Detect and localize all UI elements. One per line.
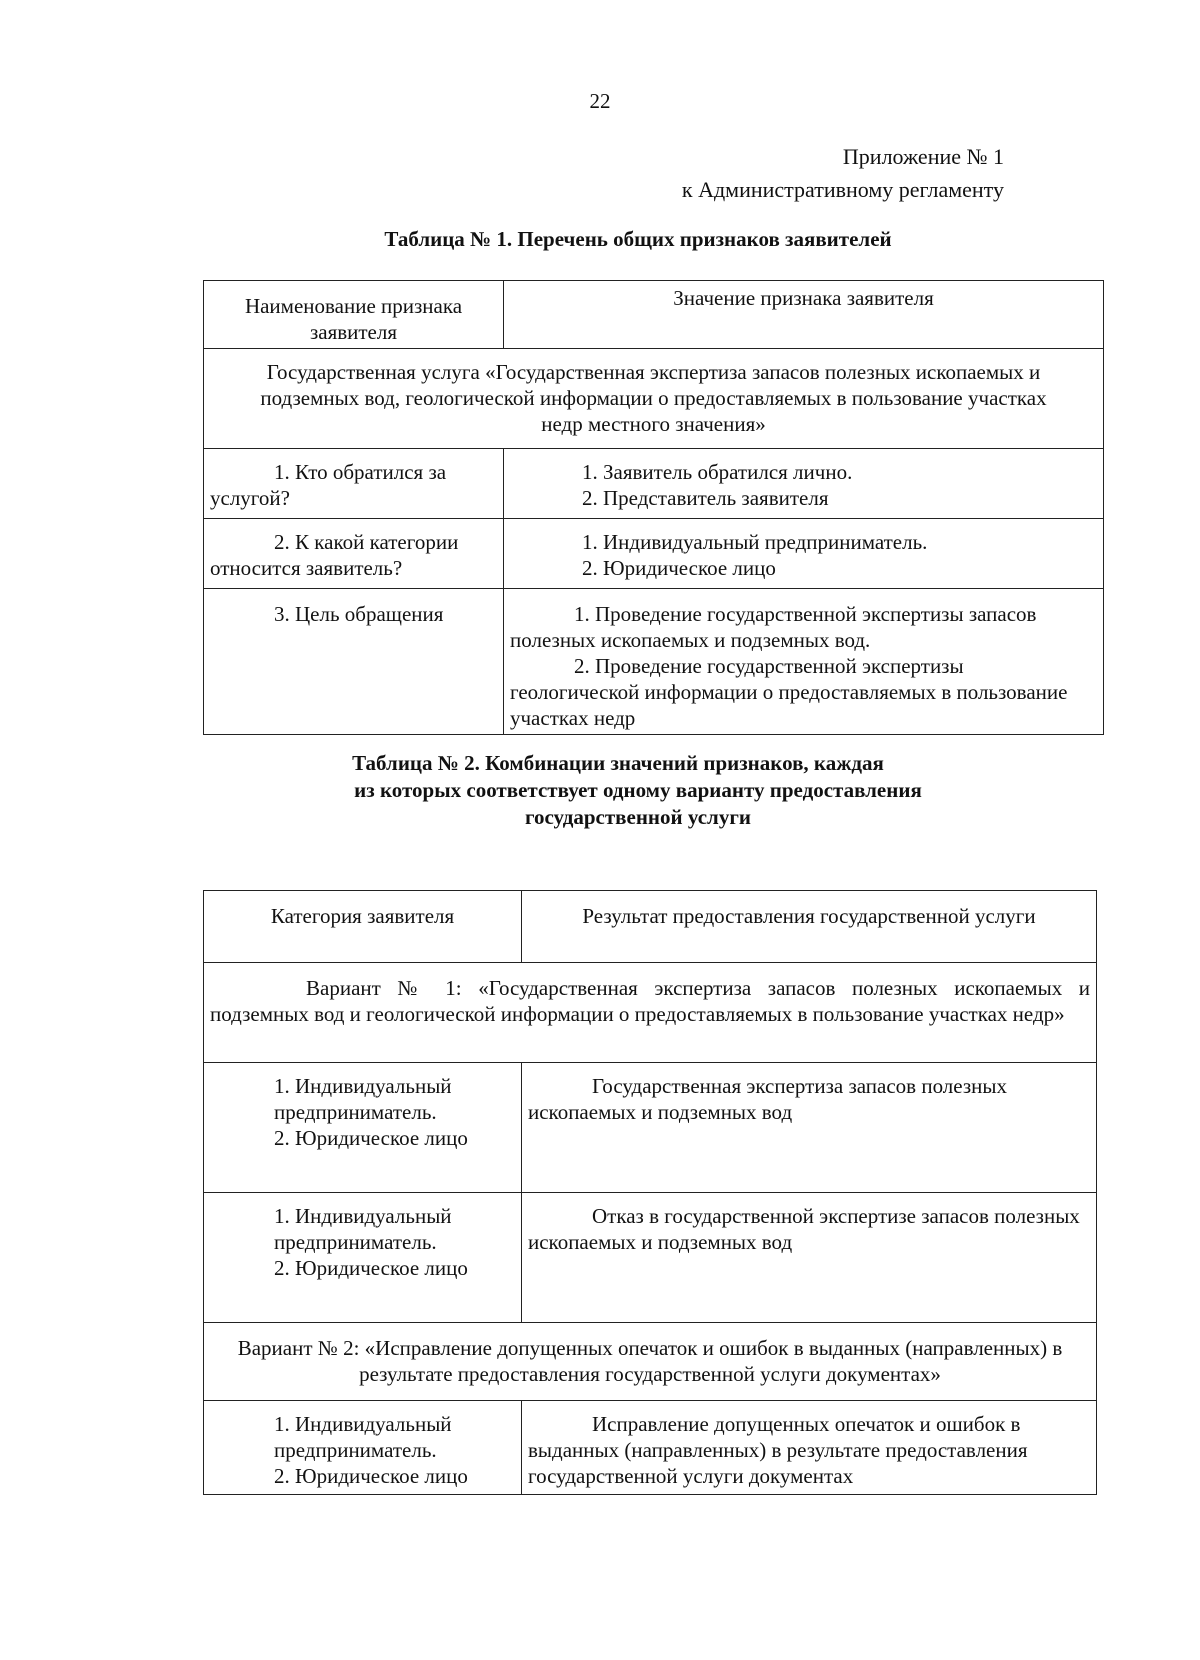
- table1-title: Таблица № 1. Перечень общих признаков заявителей: [384, 227, 892, 251]
- table-row: [204, 449, 1104, 519]
- table2-header-result-text: Результат предоставления государственной услуги: [582, 904, 1036, 928]
- table2-title-line-2: из которых соответствует одному варианту предоставления: [354, 778, 922, 802]
- variant-cell: [204, 963, 1097, 1063]
- value-text: 2. Проведение государственной экспертизы геологической информации о предоставляемых в пользование участках недр: [510, 654, 1068, 730]
- table2-header-category-text: Категория заявителя: [270, 904, 455, 928]
- table1-header-value-text: Значение признака заявителя: [673, 286, 934, 310]
- result-text: Исправление допущенных опечаток и ошибок в выданных (направленных) в результате предоставления государственной услуги документах: [528, 1412, 1028, 1488]
- result-text: Отказ в государственной экспертизе запасов полезных ископаемых и подземных вод: [528, 1204, 1080, 1254]
- applicant-criteria-table: [203, 280, 1104, 735]
- criterion-cell: [204, 519, 504, 589]
- table1-header-criterion: [204, 281, 504, 349]
- table2-title-line-3: государственной услуги: [525, 805, 751, 829]
- category-text: 2. Юридическое лицо: [274, 1126, 468, 1150]
- table-row: [204, 519, 1104, 589]
- variant-combinations-table: [203, 890, 1097, 1495]
- value-text: 1. Проведение государственной экспертизы запасов полезных ископаемых и подземных вод.: [510, 602, 1037, 652]
- category-text: 1. Индивидуальный предприниматель.: [274, 1412, 452, 1462]
- result-text: Государственная экспертиза запасов полезных ископаемых и подземных вод: [528, 1074, 1007, 1124]
- category-text: 2. Юридическое лицо: [274, 1464, 468, 1488]
- table2-title: [38, 750, 1200, 831]
- table1-header-row: [204, 281, 1104, 349]
- table1-header-value: [504, 281, 1104, 349]
- category-cell: [204, 1193, 522, 1323]
- page-number: 22: [589, 89, 611, 113]
- value-text: 2. Юридическое лицо: [582, 556, 776, 580]
- value-text: 1. Заявитель обратился лично.: [582, 460, 853, 484]
- category-text: 2. Юридическое лицо: [274, 1256, 468, 1280]
- variant-text: Вариант № 1: «Государственная экспертиза запасов полезных ископаемых и подземных вод и геологической информации о предоставляемых в пользование участках недр»: [210, 976, 1090, 1026]
- table-row: [204, 589, 1104, 735]
- value-cell: [504, 449, 1104, 519]
- category-cell: [204, 1401, 522, 1495]
- category-text: 1. Индивидуальный предприниматель.: [274, 1204, 452, 1254]
- value-cell: [504, 589, 1104, 735]
- result-cell: [522, 1063, 1097, 1193]
- table2-header-category: [204, 891, 522, 963]
- table2-title-line-1: Таблица № 2. Комбинации значений признаков, каждая: [352, 751, 884, 775]
- category-text: 1. Индивидуальный предприниматель.: [274, 1074, 452, 1124]
- table1-header-criterion-text: Наименование признака заявителя: [244, 294, 463, 344]
- value-text: 1. Индивидуальный предприниматель.: [582, 530, 928, 554]
- criterion-text: 1. Кто обратился за услугой?: [210, 460, 447, 510]
- appendix-heading: [682, 140, 1004, 206]
- criterion-cell: [204, 589, 504, 735]
- value-cell: [504, 519, 1104, 589]
- variant-cell: [204, 1323, 1097, 1401]
- table2-header-row: [204, 891, 1097, 963]
- table1-service-row: [204, 349, 1104, 449]
- criterion-text: 3. Цель обращения: [274, 602, 444, 626]
- variant-row: [204, 1323, 1097, 1401]
- appendix-line-2: к Административному регламенту: [681, 177, 1004, 202]
- criterion-text: 2. К какой категории относится заявитель?: [210, 530, 459, 580]
- criterion-cell: [204, 449, 504, 519]
- table2-header-result: [522, 891, 1097, 963]
- table1-service-text: Государственная услуга «Государственная экспертиза запасов полезных ископаемых и подземных вод, геологической информации о предоставляемых в пользование участках недр местного значения»: [260, 360, 1047, 436]
- table-row: [204, 1063, 1097, 1193]
- appendix-line-1: Приложение № 1: [842, 144, 1004, 169]
- variant-row: [204, 963, 1097, 1063]
- result-cell: [522, 1401, 1097, 1495]
- result-cell: [522, 1193, 1097, 1323]
- value-text: 2. Представитель заявителя: [582, 486, 829, 510]
- category-cell: [204, 1063, 522, 1193]
- table-row: [204, 1401, 1097, 1495]
- table1-service-cell: [204, 349, 1104, 449]
- table-row: [204, 1193, 1097, 1323]
- variant-text: Вариант № 2: «Исправление допущенных опечаток и ошибок в выданных (направленных) в результате предоставления государственной услуги документах»: [237, 1336, 1063, 1386]
